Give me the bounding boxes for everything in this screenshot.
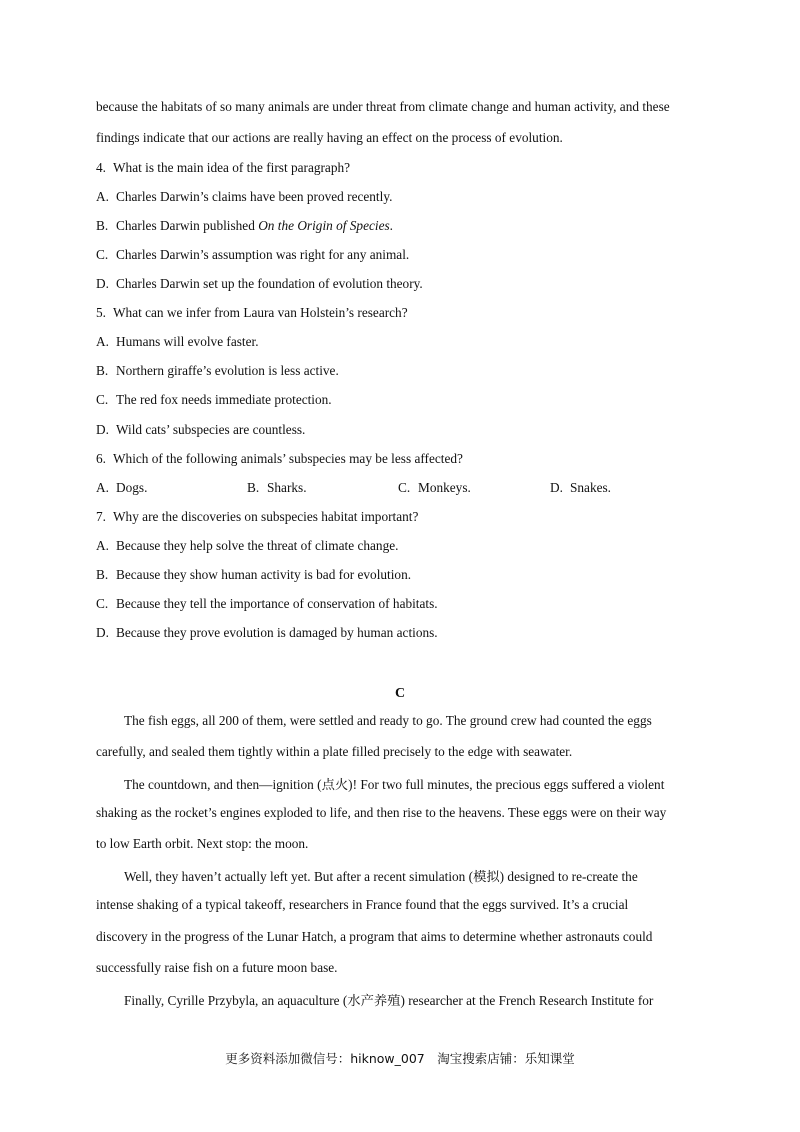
paragraph-line: to low Earth orbit. Next stop: the moon. [96,836,309,851]
question-stem: 4. What is the main idea of the first paragraph? [96,160,351,175]
option-a: A. Dogs. [96,480,148,495]
option-c: C. Monkeys. [398,480,471,495]
section-heading: C [394,686,406,701]
option-d: D. Because they prove evolution is damaged by human actions. [96,625,438,640]
question-stem: 5. What can we infer from Laura van Holstein’s research? [96,305,408,320]
question-stem: 6. Which of the following animals’ subspecies may be less affected? [96,451,463,466]
paragraph-line: discovery in the progress of the Lunar Hatch, a program that aims to determine whether astronauts could [96,929,653,944]
paragraph-line: The fish eggs, all 200 of them, were settled and ready to go. The ground crew had counted the eggs [124,713,652,728]
option-d: D. Wild cats’ subspecies are countless. [96,422,306,437]
option-b: B. Northern giraffe’s evolution is less active. [96,363,339,378]
option-b: B. Sharks. [247,480,307,495]
option-b: B. Because they show human activity is bad for evolution. [96,567,412,582]
paragraph-line: carefully, and sealed them tightly within a plate filled precisely to the edge with seawater. [96,744,573,759]
question-stem: 7. Why are the discoveries on subspecies habitat important? [96,509,419,524]
option-d: D. Charles Darwin set up the foundation of evolution theory. [96,276,423,291]
option-a: A. Because they help solve the threat of climate change. [96,538,399,553]
option-a: A. Charles Darwin’s claims have been proved recently. [96,189,393,204]
paragraph-line: The countdown, and then—ignition (点火)! For two full minutes, the precious eggs suffered a violent [124,777,665,792]
paragraph-line: successfully raise fish on a future moon base. [96,960,338,975]
text-line: findings indicate that our actions are really having an effect on the process of evolution. [96,130,563,145]
book-title: On the Origin of Species [258,218,390,233]
paragraph-line: Finally, Cyrille Przybyla, an aquaculture (水产养殖) researcher at the French Research Institute for [124,993,654,1008]
option-d: D. Snakes. [550,480,611,495]
option-a: A. Humans will evolve faster. [96,334,259,349]
paragraph-line: Well, they haven’t actually left yet. But after a recent simulation (模拟) designed to re-create the [124,869,638,884]
text-line: because the habitats of so many animals are under threat from climate change and human activity, and these [96,99,670,114]
option-c: C. Because they tell the importance of conservation of habitats. [96,596,438,611]
option-b: B. Charles Darwin published On the Origin of Species. [96,218,393,233]
paragraph-line: shaking as the rocket’s engines exploded to life, and then rise to the heavens. These eggs were on their way [96,805,667,820]
paragraph-line: intense shaking of a typical takeoff, researchers in France found that the eggs survived. It’s a crucial [96,897,629,912]
option-c: C. Charles Darwin’s assumption was right for any animal. [96,247,410,262]
page-footer: 更多资料添加微信号：hiknow_007 淘宝搜索店铺：乐知课堂 [225,1051,575,1066]
option-c: C. The red fox needs immediate protection. [96,392,332,407]
